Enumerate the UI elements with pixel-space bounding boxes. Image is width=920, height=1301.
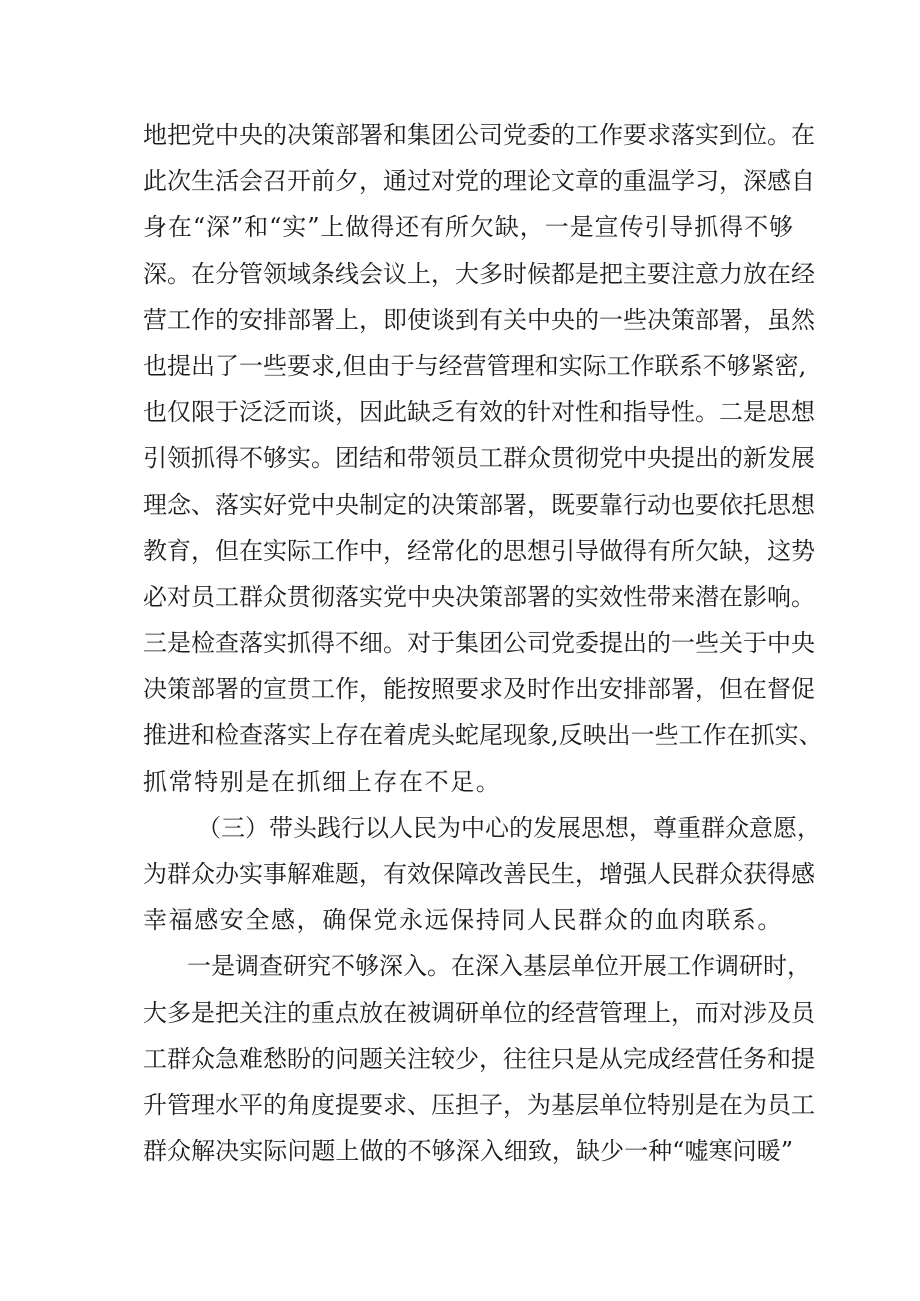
text-line: 三是检查落实抓得不细。对于集团公司党委提出的一些关于中央: [143, 629, 815, 658]
text-line: 此次生活会召开前夕，通过对党的理论文章的重温学习，深感自: [143, 167, 815, 196]
text-line: 教育，但在实际工作中，经常化的思想引导做得有所欠缺，这势: [143, 536, 815, 565]
section-heading-line: 幸福感安全感，确保党永远保持同人民群众的血肉联系。: [143, 906, 783, 935]
body-text: [143, 112, 823, 1174]
text-line: 身在“深”和“实”上做得还有所欠缺，一是宣传引导抓得不够: [143, 213, 793, 242]
text-line: 推进和检查落实上存在着虎头蛇尾现象,反映出一些工作在抓实、: [143, 721, 823, 750]
text-line: 也提出了一些要求,但由于与经营管理和实际工作联系不够紧密,: [143, 351, 807, 380]
text-line: 决策部署的宣贯工作，能按照要求及时作出安排部署，但在督促: [143, 675, 815, 704]
text-line: 地把党中央的决策部署和集团公司党委的工作要求落实到位。在: [143, 121, 815, 149]
section-heading-line: 为群众办实事解难题，有效保障改善民生，增强人民群众获得感: [143, 860, 815, 888]
text-line: 升管理水平的角度提要求、压担子，为基层单位特别是在为员工: [143, 1090, 815, 1119]
text-line: 必对员工群众贯彻落实党中央决策部署的实效性带来潜在影响。: [143, 582, 815, 611]
text-line: 深。在分管领域条线会议上，大多时候都是把主要注意力放在经: [143, 259, 815, 288]
text-line: 理念、落实好党中央制定的决策部署，既要靠行动也要依托思想: [143, 490, 815, 519]
text-line: 也仅限于泛泛而谈，因此缺乏有效的针对性和指导性。二是思想: [143, 398, 815, 427]
section-heading-line: （三）带头践行以人民为中心的发展思想，尊重群众意愿，: [197, 813, 821, 842]
text-line: 营工作的安排部署上，即使谈到有关中央的一些决策部署，虽然: [143, 305, 815, 334]
text-line: 一是调查研究不够深入。在深入基层单位开展工作调研时，: [187, 952, 811, 981]
text-line: 引领抓得不够实。团结和带领员工群众贯彻党中央提出的新发展: [143, 444, 815, 473]
text-line: 群众解决实际问题上做的不够深入细致，缺少一种“嘘寒问暖”: [143, 1137, 793, 1166]
text-line: 大多是把关注的重点放在被调研单位的经营管理上，而对涉及员: [143, 998, 815, 1027]
text-line: 抓常特别是在抓细上存在不足。: [143, 767, 502, 796]
text-line: 工群众急难愁盼的问题关注较少，往往只是从完成经营任务和提: [143, 1044, 815, 1073]
